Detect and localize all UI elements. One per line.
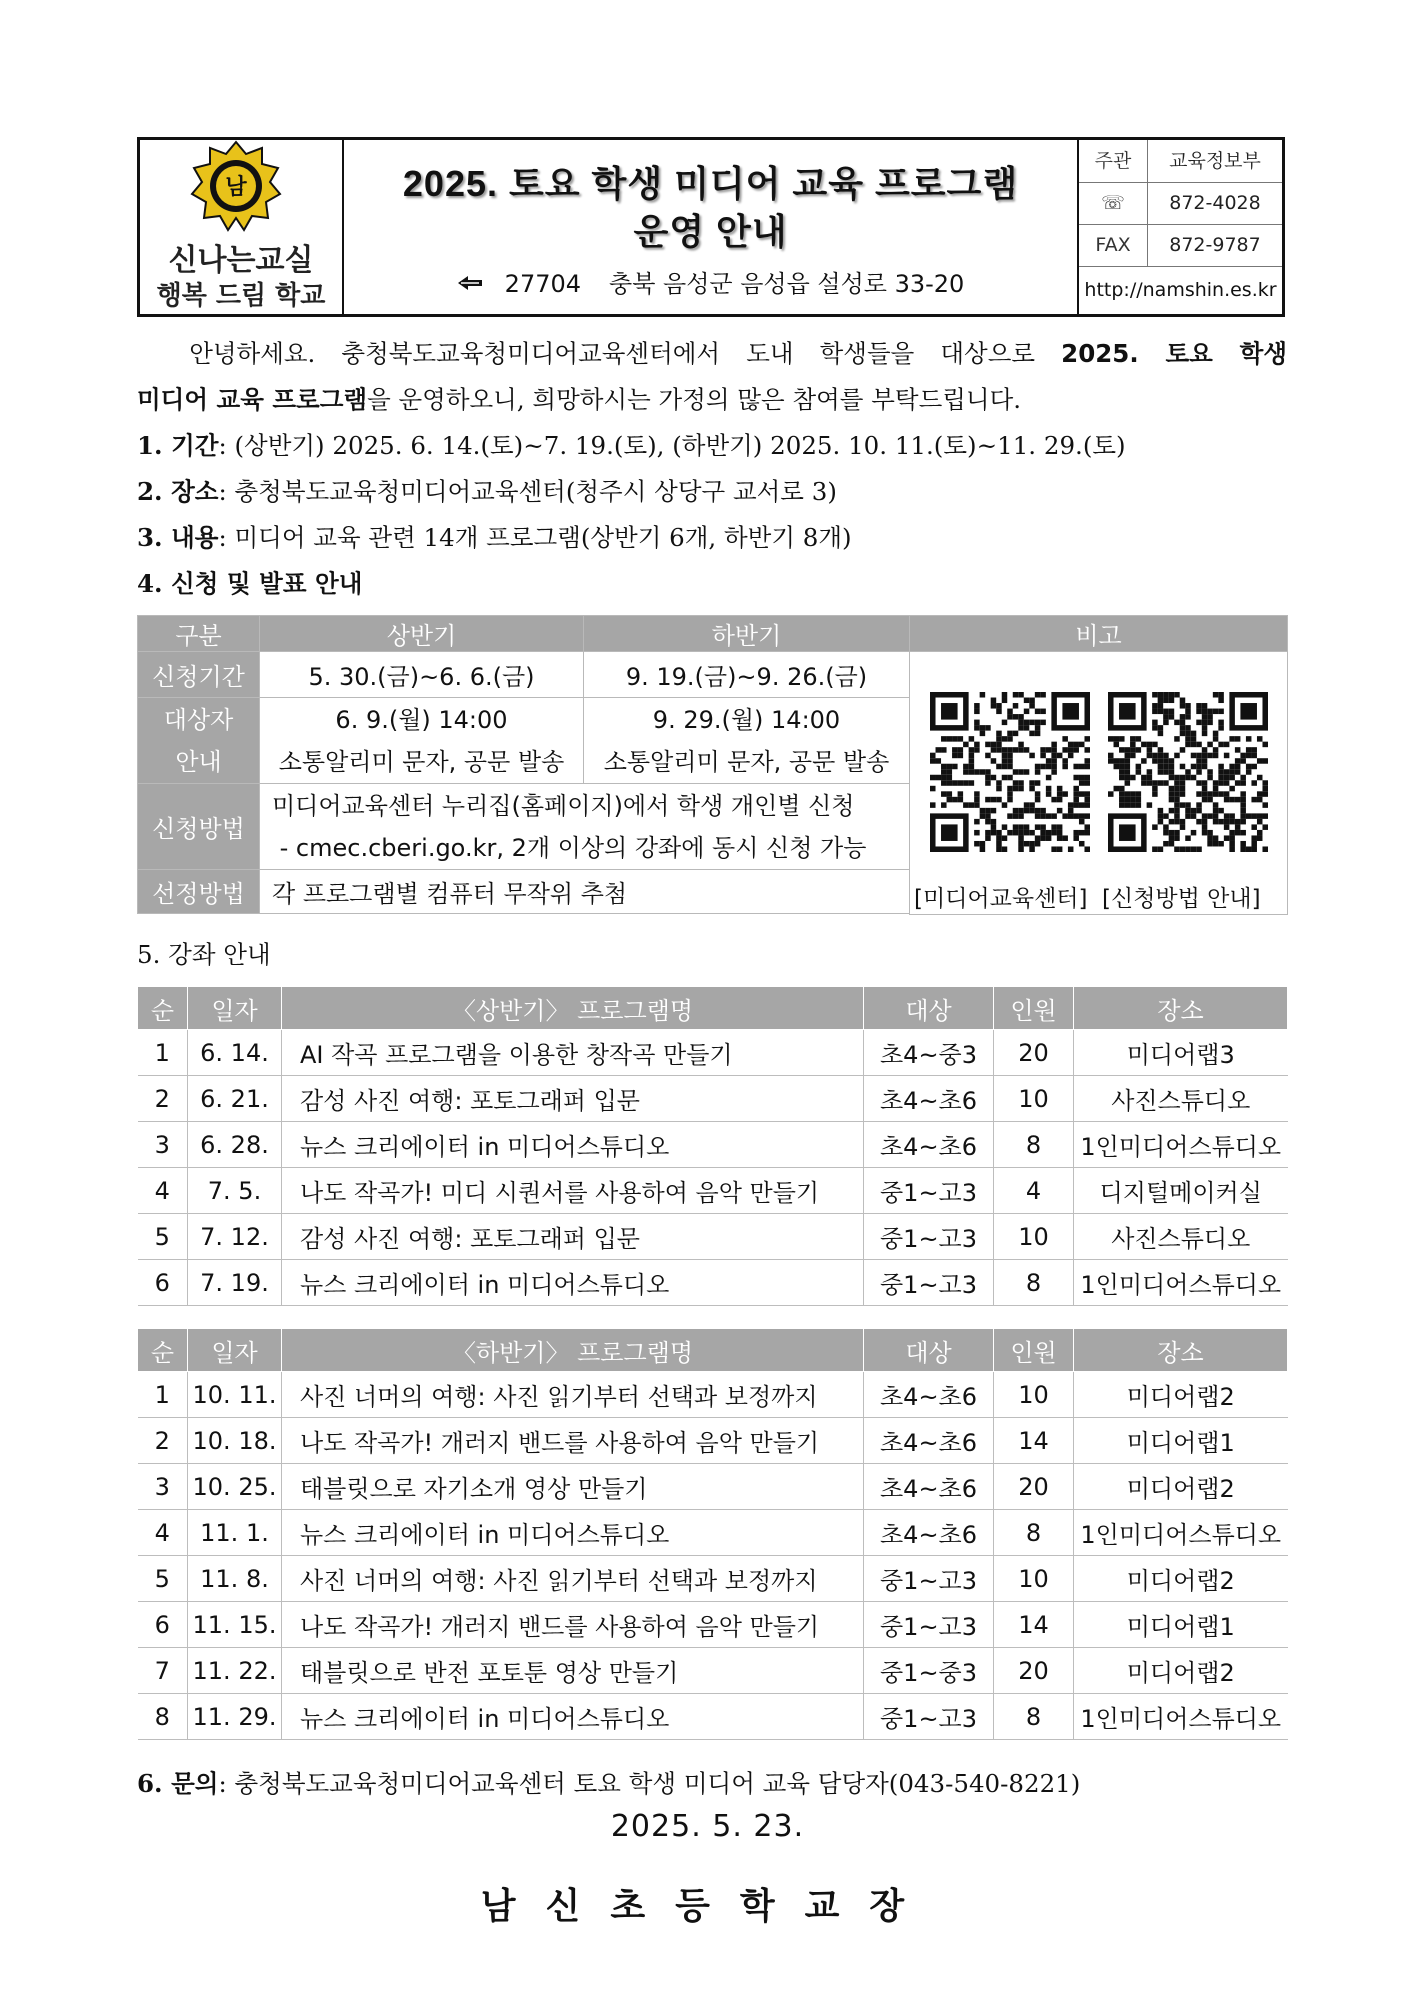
table-row: 3 10. 25. 태블릿으로 자기소개 영상 만들기 초4~초6 20 미디어랩2 — [138, 1464, 1288, 1510]
row-label: 선정방법 — [138, 870, 260, 914]
table-row: 7 11. 22. 태블릿으로 반전 포토툰 영상 만들기 중1~중3 20 미디어랩2 — [138, 1648, 1288, 1694]
first-half-table — [137, 986, 1288, 1306]
logo-text-line2: 행복 드림 학교 — [156, 281, 326, 311]
table-row: 4 7. 5. 나도 작곡가! 미디 시퀀서를 사용하여 음악 만들기 중1~고3 4 디지털메이커실 — [138, 1168, 1288, 1214]
qr-code-media-center-icon[interactable] — [930, 692, 1090, 852]
table-row: 6 11. 15. 나도 작곡가! 개러지 밴드를 사용하여 음악 만들기 중1~고3 14 미디어랩1 — [138, 1602, 1288, 1648]
row-label: 대상자 안내 — [138, 698, 260, 784]
row-label: 신청기간 — [138, 652, 260, 698]
period-second: 9. 19.(금)~9. 26.(금) — [584, 652, 910, 698]
apply-period-row — [138, 652, 1288, 698]
table-row: 5 7. 12. 감성 사진 여행: 포토그래퍼 입문 중1~고3 10 사진스튜디오 — [138, 1214, 1288, 1260]
table-row: 4 11. 1. 뉴스 크리에이터 in 미디어스튜디오 초4~초6 8 1인미디어스튜디오 — [138, 1510, 1288, 1556]
select-text: 각 프로그램별 컴퓨터 무작위 추첨 — [260, 870, 910, 914]
notice-first: 6. 9.(월) 14:00 소통알리미 문자, 공문 발송 — [260, 698, 584, 784]
inquiry-line: 6. 문의: 충청북도교육청미디어교육센터 토요 학생 미디어 교육 담당자(043-540-8221) — [137, 1769, 1081, 1798]
qr-codes-cell — [910, 652, 1288, 915]
info-value: 872-9787 — [1169, 234, 1261, 256]
table-row: 2 10. 18. 나도 작곡가! 개러지 밴드를 사용하여 음악 만들기 초4~초6 14 미디어랩1 — [138, 1418, 1288, 1464]
info-key: FAX — [1079, 224, 1148, 266]
intro-line1: 안녕하세요. 충청북도교육청미디어교육센터에서 도내 학생들을 대상으로 2025. 토요 학생 — [189, 339, 1287, 368]
address-text: 충북 음성군 음성읍 설성로 33-20 — [609, 270, 965, 298]
table-row: 1 10. 11. 사진 너머의 여행: 사진 읽기부터 선택과 보정까지 초4~초6 10 미디어랩2 — [138, 1372, 1288, 1418]
logo-text-line1: 신나는교실 — [168, 243, 314, 278]
intro-line2: 미디어 교육 프로그램을 운영하오니, 희망하시는 가정의 많은 참여를 부탁드립니다. — [137, 385, 1022, 414]
col-second-half: 하반기 — [584, 616, 910, 652]
qr-label-apply-guide: [신청방법 안내] — [1102, 886, 1261, 912]
first-half-header: 순 일자 〈상반기〉 프로그램명 대상 인원 장소 — [138, 987, 1288, 1030]
item-apply-heading: 4. 신청 및 발표 안내 — [137, 569, 363, 598]
table-row: 6 7. 19. 뉴스 크리에이터 in 미디어스튜디오 중1~고3 8 1인미디어스튜디오 — [138, 1260, 1288, 1306]
letterhead-box — [137, 137, 1285, 317]
contact-info — [1079, 140, 1282, 314]
method-text: 미디어교육센터 누리집(홈페이지)에서 학생 개인별 신청 - cmec.cberi.go.kr, 2개 이상의 강좌에 동시 신청 가능 — [260, 784, 910, 870]
principal-signature: 남신초등학교장 — [480, 1886, 935, 1927]
mail-icon — [457, 270, 483, 298]
zip-code: 27704 — [504, 270, 582, 298]
info-row-phone — [1079, 182, 1282, 225]
info-value: 872-4028 — [1169, 192, 1261, 214]
document-date: 2025. 5. 23. — [610, 1809, 805, 1844]
table-row: 3 6. 28. 뉴스 크리에이터 in 미디어스튜디오 초4~초6 8 1인미디어스튜디오 — [138, 1122, 1288, 1168]
document-title-line2: 운영 안내 — [633, 211, 788, 252]
col-remarks: 비고 — [910, 616, 1288, 652]
col-category: 구분 — [138, 616, 260, 652]
school-address — [344, 264, 1077, 299]
info-row-dept — [1079, 140, 1282, 183]
section5-heading: 5. 강좌 안내 — [137, 940, 271, 969]
document-title-line1: 2025. 토요 학생 미디어 교육 프로그램 — [402, 163, 1019, 204]
info-key: 주관 — [1079, 140, 1148, 182]
notice-second: 9. 29.(월) 14:00 소통알리미 문자, 공문 발송 — [584, 698, 910, 784]
period-first: 5. 30.(금)~6. 6.(금) — [260, 652, 584, 698]
phone-icon: ☏ — [1079, 182, 1148, 224]
school-emblem-icon — [140, 140, 342, 314]
emblem-char: 남 — [225, 175, 247, 200]
second-half-table — [137, 1328, 1288, 1740]
table-row: 8 11. 29. 뉴스 크리에이터 in 미디어스튜디오 중1~고3 8 1인미디어스튜디오 — [138, 1694, 1288, 1740]
info-row-fax — [1079, 224, 1282, 267]
school-url[interactable]: http://namshin.es.kr — [1084, 279, 1277, 301]
qr-code-apply-guide-icon[interactable] — [1108, 692, 1268, 852]
apply-header-row — [138, 616, 1288, 652]
table-row: 2 6. 21. 감성 사진 여행: 포토그래퍼 입문 초4~초6 10 사진스튜디오 — [138, 1076, 1288, 1122]
table-row: 5 11. 8. 사진 너머의 여행: 사진 읽기부터 선택과 보정까지 중1~고3 10 미디어랩2 — [138, 1556, 1288, 1602]
row-label: 신청방법 — [138, 784, 260, 870]
school-logo — [140, 140, 344, 314]
item-content: 3. 내용: 미디어 교육 관련 14개 프로그램(상반기 6개, 하반기 8개) — [137, 523, 852, 552]
application-table — [137, 615, 1288, 915]
col-first-half: 상반기 — [260, 616, 584, 652]
info-value: 교육정보부 — [1169, 150, 1261, 172]
table-row: 1 6. 14. AI 작곡 프로그램을 이용한 창작곡 만들기 초4~중3 20 미디어랩3 — [138, 1030, 1288, 1076]
letterhead-title-area — [344, 140, 1079, 314]
item-period: 1. 기간: (상반기) 2025. 6. 14.(토)~7. 19.(토), (하반기) 2025. 10. 11.(토)~11. 29.(토) — [137, 431, 1126, 460]
second-half-header: 순 일자 〈하반기〉 프로그램명 대상 인원 장소 — [138, 1329, 1288, 1372]
item-place: 2. 장소: 충청북도교육청미디어교육센터(청주시 상당구 교서로 3) — [137, 477, 837, 506]
qr-label-media-center: [미디어교육센터] — [914, 886, 1088, 912]
